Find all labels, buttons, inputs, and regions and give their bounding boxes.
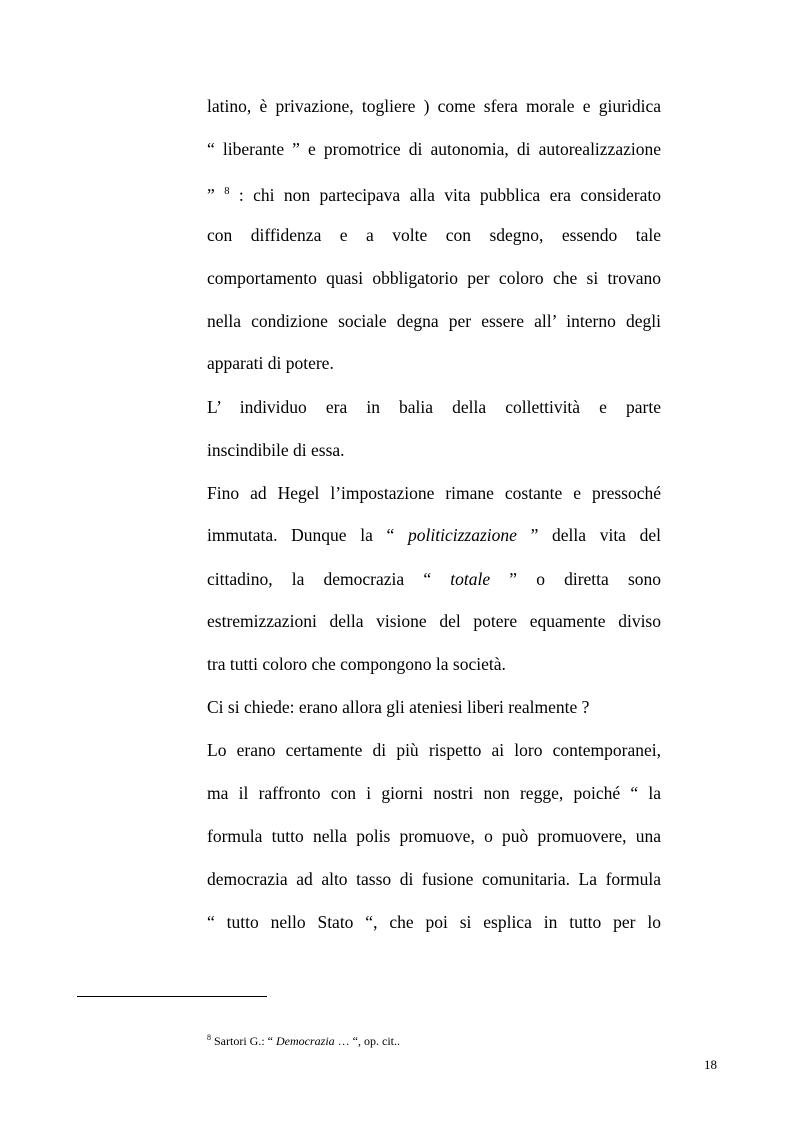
text-line xyxy=(207,181,661,206)
text-line: Fino ad Hegel l’impostazione rimane costante e pressoché xyxy=(207,483,661,503)
text-fragment: ” xyxy=(207,185,215,205)
emphasized-term: politicizzazione xyxy=(408,525,517,545)
text-line: democrazia ad alto tasso di fusione comunitaria. La formula xyxy=(207,869,661,889)
text-line: “ tutto nello Stato “, che poi si esplica in tutto per lo xyxy=(207,912,661,932)
text-line xyxy=(207,568,661,590)
text-line: formula tutto nella polis promuove, o può promuovere, una xyxy=(207,826,661,846)
emphasized-term: totale xyxy=(450,569,491,589)
footnote-reference: 8 xyxy=(224,186,230,197)
footnote-text: Sartori G.: “ xyxy=(214,1034,273,1048)
text-line: comportamento quasi obbligatorio per coloro che si trovano xyxy=(207,268,661,288)
text-line: estremizzazioni della visione del potere equamente diviso xyxy=(207,611,661,631)
footnote-separator xyxy=(77,996,267,997)
text-line: L’ individuo era in balia della collettività e parte xyxy=(207,397,661,417)
text-fragment: : chi non partecipava alla vita pubblica era considerato xyxy=(238,185,661,205)
text-line: ma il raffronto con i giorni nostri non regge, poiché “ la xyxy=(207,783,661,803)
text-line: tra tutti coloro che compongono la società. xyxy=(207,654,506,674)
text-line: latino, è privazione, togliere ) come sfera morale e giuridica xyxy=(207,96,661,116)
footnote-text: … “, op. cit.. xyxy=(337,1034,400,1048)
text-fragment: cittadino, la democrazia “ xyxy=(207,569,432,589)
text-line: “ liberante ” e promotrice di autonomia, di autorealizzazione xyxy=(207,139,661,159)
footnote xyxy=(207,1030,400,1049)
text-line: con diffidenza e a volte con sdegno, essendo tale xyxy=(207,225,661,245)
text-line: apparati di potere. xyxy=(207,353,334,373)
text-fragment: ” della vita del xyxy=(530,525,662,545)
text-line: inscindibile di essa. xyxy=(207,440,345,460)
text-line xyxy=(207,524,661,546)
text-fragment: immutata. Dunque la “ xyxy=(207,525,395,545)
footnote-number: 8 xyxy=(207,1033,211,1042)
text-line: nella condizione sociale degna per essere all’ interno degli xyxy=(207,311,661,331)
text-line: Lo erano certamente di più rispetto ai loro contemporanei, xyxy=(207,740,661,760)
text-fragment: ” o diretta sono xyxy=(509,569,662,589)
page-number: 18 xyxy=(704,1057,717,1072)
text-line: Ci si chiede: erano allora gli ateniesi liberi realmente ? xyxy=(207,697,590,717)
footnote-emphasis: Democrazia xyxy=(276,1034,335,1048)
